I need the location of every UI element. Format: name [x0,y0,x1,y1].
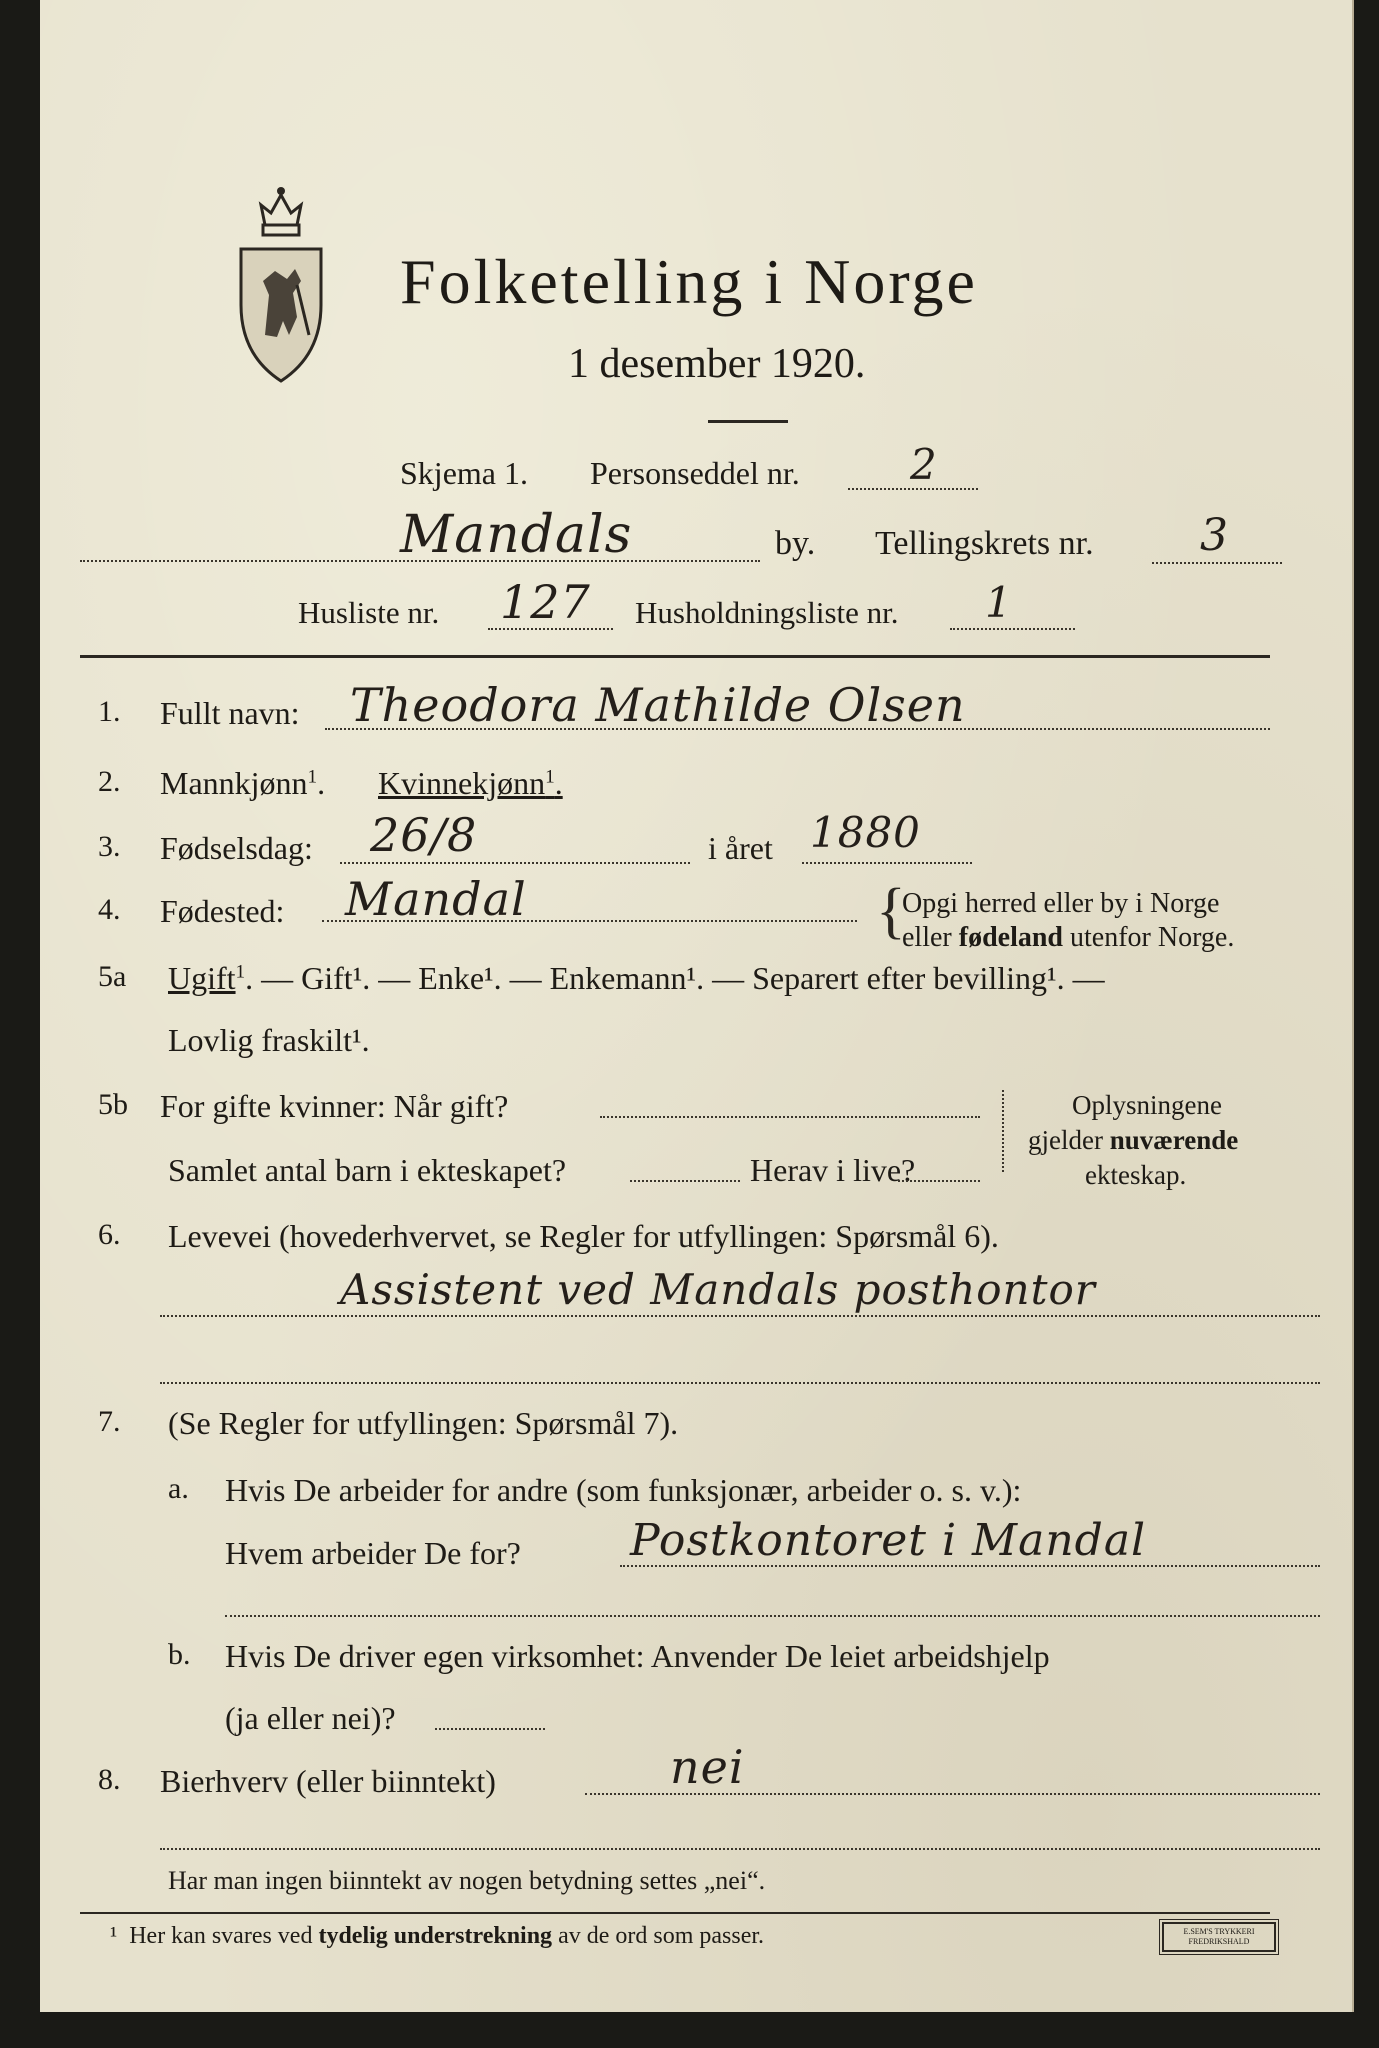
q5a-options: Ugift$^1$. — Gift¹. — Enke¹. — Enkemann¹. — Separert efter bevilling¹. — [168,960,1105,996]
q5b-label2: Samlet antal barn i ekteskapet? [168,1152,567,1188]
census-form-sheet [40,0,1354,2012]
q7b-line1: Hvis De driver egen virksomhet: Anvender De leiet arbeidshjelp [225,1638,1050,1674]
q4-brace: { [876,877,906,945]
q7b-line [435,1728,545,1730]
q5b-note3: ekteskap. [1085,1160,1187,1190]
husliste-label: Husliste nr. [298,595,440,630]
form-title: Folketelling i Norge [400,246,978,317]
q3-year-value: 1880 [810,808,921,857]
q7-number: 7. [98,1405,121,1438]
q3-number: 3. [98,830,121,863]
q1-value: Theodora Mathilde Olsen [350,678,966,732]
q5b-note-divider [1002,1090,1004,1172]
krets-label: Tellingskrets nr. [875,525,1094,562]
q7a-line1: Hvis De arbeider for andre (som funksjonær, arbeider o. s. v.): [225,1472,1022,1508]
personseddel-label: Personseddel nr. [590,455,800,491]
personseddel-value: 2 [910,440,938,489]
q5a-number: 5a [98,960,127,993]
husholdning-value: 1 [985,578,1013,627]
q8-value: nei [670,1740,745,1794]
q5b-label1: For gifte kvinner: Når gift? [160,1088,509,1124]
footnote: ¹ Her kan svares ved tydelig understrekning av de ord som passer. [110,1923,765,1949]
q5a-line2: Lovlig fraskilt¹. [168,1022,370,1058]
q1-number: 1. [98,695,121,728]
husliste-value: 127 [500,575,591,629]
q8-line-extra [160,1848,1320,1850]
q3-label: Fødselsdag: [160,830,313,866]
q7a-line2: Hvem arbeider De for? [225,1535,521,1571]
q8-number: 8. [98,1763,121,1796]
krets-value: 3 [1200,510,1229,561]
q5a-ugift: Ugift [168,960,236,996]
q7b-letter: b. [168,1638,191,1671]
q1-label: Fullt navn: [160,695,300,731]
q5b-number: 5b [98,1088,128,1121]
q5b-children-line [630,1180,740,1182]
q8-label: Bierhverv (eller biinntekt) [160,1763,496,1799]
q3-value: 26/8 [370,808,478,862]
q5b-note1: Oplysningene [1072,1090,1222,1120]
q5b-married-line [600,1116,980,1118]
q4-note-line2: eller fødeland utenfor Norge. [902,922,1235,953]
q7-label: (Se Regler for utfyllingen: Spørsmål 7). [168,1405,679,1441]
q7a-line [620,1565,1320,1567]
q2-mann: Mannkjønn$^1$. [160,765,326,801]
printer-line1: E.SEM'S TRYKKERI [1183,1927,1255,1936]
q3-line [340,862,690,864]
q7a-value: Postkontoret i Mandal [630,1515,1147,1566]
q6-label: Levevei (hovederhvervet, se Regler for utfyllingen: Spørsmål 6). [168,1218,999,1254]
q6-line1 [160,1315,1320,1317]
q3-year-line [802,862,972,864]
q6-line2 [160,1382,1320,1384]
footer-note: Har man ingen biinntekt av nogen betydning settes „nei“. [168,1866,766,1895]
q4-note-line1: Opgi herred eller by i Norge [902,888,1220,919]
husholdning-label: Husholdningsliste nr. [635,595,899,630]
header-divider [80,655,1270,658]
title-divider [708,420,788,423]
footer-divider [80,1912,1270,1914]
q5b-alive-line [898,1180,980,1182]
q7a-letter: a. [168,1472,189,1505]
q5b-label3: Herav i live? [750,1152,916,1188]
printer-stamp [1162,1922,1276,1952]
place-value: Mandals [400,505,633,565]
printer-line2: FREDRIKSHALD [1188,1937,1250,1946]
by-label: by. [775,525,816,562]
q7a-line-extra [225,1615,1320,1617]
q4-number: 4. [98,893,121,926]
krets-line [1152,562,1282,564]
q4-value: Mandal [345,872,527,926]
q6-number: 6. [98,1218,121,1251]
q2-number: 2. [98,765,121,798]
q6-value: Assistent ved Mandals posthontor [340,1265,1096,1314]
q5b-note2: gjelder nuværende [1028,1125,1239,1155]
form-date: 1 desember 1920. [568,341,866,387]
q4-label: Fødested: [160,893,285,929]
q7b-line2: (ja eller nei)? [225,1700,396,1736]
q2-kvinne: Kvinnekjønn$^1$. [378,765,563,801]
q3-year-label: i året [708,830,773,866]
coat-of-arms-icon [235,185,327,385]
husholdning-line [950,628,1075,630]
skjema-label: Skjema 1. [400,455,528,491]
